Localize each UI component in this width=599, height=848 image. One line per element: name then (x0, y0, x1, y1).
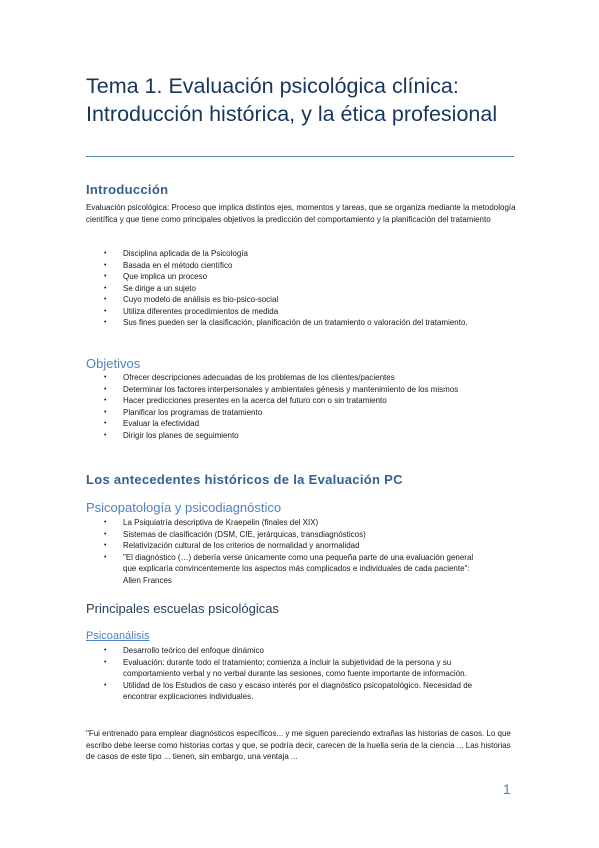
list-item: • Evaluación: durante todo el tratamiento; comienza a incluir la subjetividad de la persona y su comportamiento verbal y no verbal durante las sesiones, como fuente importante de información. (86, 657, 480, 680)
title-underline (86, 156, 514, 157)
document-title: Tema 1. Evaluación psicológica clínica: Introducción histórica, y la ética profesional (86, 74, 498, 126)
page-number: 1 (503, 781, 511, 797)
list-item: • Basada en el método científico (86, 260, 480, 272)
list-item: • Sistemas de clasificación (DSM, CIE, jerárquicas, transdiagnósticos) (86, 529, 480, 541)
list-item: • Se dirige a un sujeto (86, 283, 480, 295)
list-item: • Desarrollo teórico del enfoque dinámico (86, 645, 480, 657)
intro-heading: Introducción (86, 182, 169, 197)
intro-list (86, 248, 480, 329)
objetivos-list (86, 372, 480, 441)
list-item: • Evaluar la efectividad (86, 418, 480, 430)
list-item: • La Psiquiatría descriptiva de Kraepelin (finales del XIX) (86, 517, 480, 529)
escuelas-heading: Principales escuelas psicológicas (86, 601, 279, 616)
list-item: • Utiliza diferentes procedimientos de medida (86, 306, 480, 318)
psicoanalisis-heading: Psicoanálisis (86, 630, 150, 642)
list-item: • Determinar los factores interpersonales y ambientales génesis y mantenimiento de los mismos (86, 384, 480, 396)
list-item: • Dirigir los planes de seguimiento (86, 430, 480, 442)
list-item: • "El diagnóstico (…) debería verse únicamente como una pequeña parte de una evaluación general que explicaría convincentemente los aspectos más complicados e individuales de cada paciente": Allen Frances (86, 552, 480, 587)
list-item: • Que implica un proceso (86, 271, 480, 283)
list-item: • Cuyo modelo de análisis es bio-psico-social (86, 294, 480, 306)
list-item: • Disciplina aplicada de la Psicología (86, 248, 480, 260)
quote-paragraph: "Fui entrenado para emplear diagnósticos específicos... y me siguen pareciendo extrañas las historias de casos. Lo que escribo debe leerse como historias cortas y que, se podría decir, carecen de la huella seria de la ciencia ... Las historias de casos de este tipo ... tienen, sin embargo, una ventaja ... (86, 729, 511, 761)
list-item: • Hacer predicciones presentes en la acerca del futuro con o sin tratamiento (86, 395, 480, 407)
list-item: • Sus fines pueden ser la clasificación, planificación de un tratamiento o valoración del tratamiento. (86, 317, 480, 329)
list-item: • Utilidad de los Estudios de caso y escaso interés por el diagnóstico psicopatológico. Necesidad de encontrar explicaciones individuales. (86, 680, 480, 703)
objetivos-heading: Objetivos (86, 356, 141, 371)
psicoanalisis-list (86, 645, 480, 703)
antecedentes-heading: Los antecedentes históricos de la Evaluación PC (86, 472, 403, 487)
list-item: • Planificar los programas de tratamiento (86, 407, 480, 419)
list-item: • Ofrecer descripciones adecuadas de los problemas de los clientes/pacientes (86, 372, 480, 384)
psicopatologia-heading: Psicopatología y psicodiagnóstico (86, 500, 282, 515)
psicopatologia-list (86, 517, 480, 586)
intro-definition: Evaluación psicológica: Proceso que implica distintos ejes, momentos y tareas, que se organiza mediante la metodología científica y que tiene como principales objetivos la predicción del comportamiento y la planificación del tratamiento (86, 203, 516, 224)
list-item: • Relativización cultural de los criterios de normalidad y anormalidad (86, 540, 480, 552)
